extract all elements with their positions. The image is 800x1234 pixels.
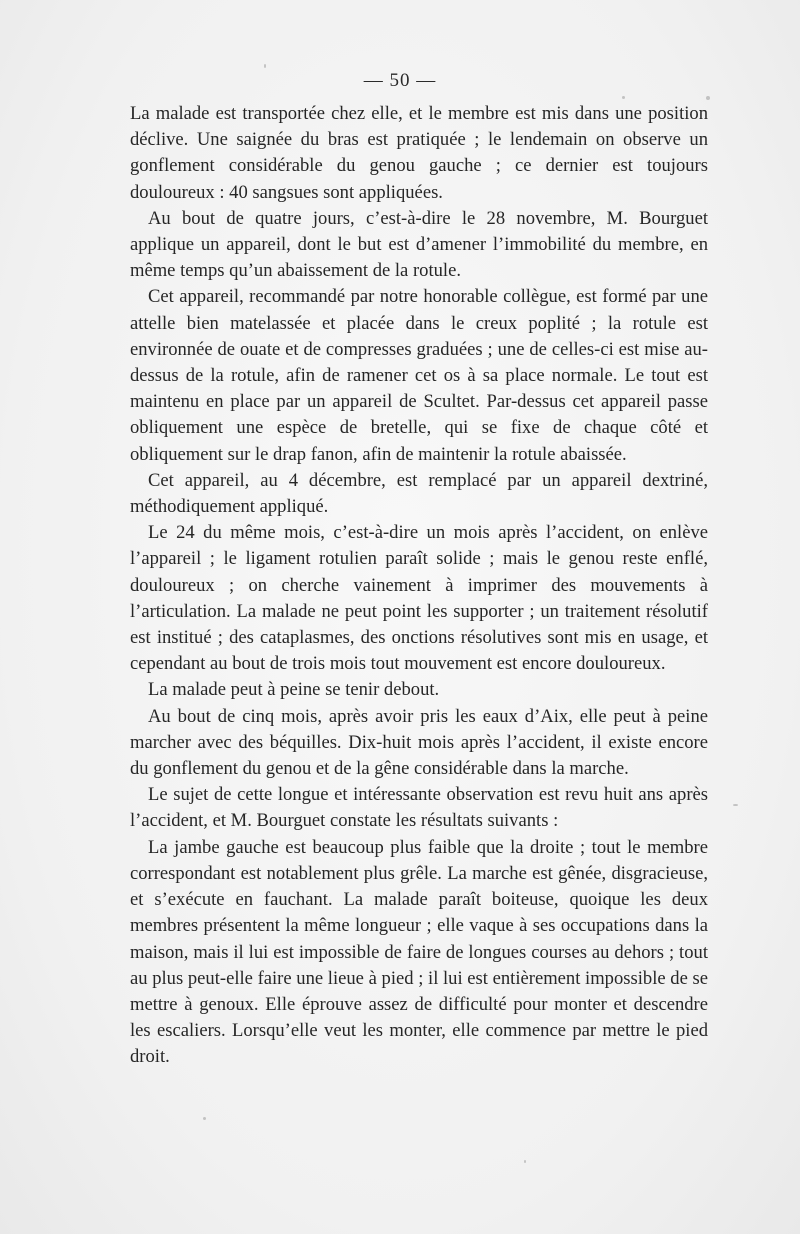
paper-speck [264,64,266,68]
body-text [130,101,708,1071]
paragraph: Le sujet de cette longue et intéressante observation est revu huit ans après l’accident, et M. Bourguet constate les résultats suivants : [130,784,708,832]
paper-speck [622,96,625,99]
paper-speck [524,1160,526,1163]
paragraph: La malade est transportée chez elle, et le membre est mis dans une position déclive. Une saignée du bras est pratiquée ; le lendemain on observe un gonflement considérable du genou gauche ; ce dernier est toujours douloureux : 40 sangsues sont appliquées. [130,103,708,203]
page-number: — 50 — [363,70,437,91]
paragraph: La malade peut à peine se tenir debout. [148,679,440,701]
paragraph: Le 24 du même mois, c’est-à-dire un mois après l’accident, on enlève l’appareil ; le ligament rotulien paraît solide ; mais le genou reste enflé, douloureux ; on cherche vainement à imprimer des mouvements à l’articulation. La malade ne peut point les supporter ; un traitement résolutif est institué ; des cataplasmes, des onctions résolutives sont mis en usage, et cependant au bout de trois mois tout mouvement est encore douloureux. [130,522,708,675]
paragraph: Au bout de cinq mois, après avoir pris les eaux d’Aix, elle peut à peine marcher avec des béquilles. Dix-huit mois après l’accident, il existe encore du gonflement du genou et de la gêne considérable dans la marche. [130,705,708,780]
paragraph: Cet appareil, au 4 décembre, est remplacé par un appareil dextriné, méthodiquement appliqué. [130,469,708,518]
paragraph: Au bout de quatre jours, c’est-à-dire le 28 novembre, M. Bourguet applique un appareil, dont le but est d’amener l’immobilité du membre, en même temps qu’un abaissement de la rotule. [130,207,708,282]
paper-speck [706,96,710,100]
paper-speck [733,804,738,806]
paragraph: Cet appareil, recommandé par notre honorable collègue, est formé par une attelle bien matelassée et placée dans le creux poplité ; la rotule est environnée de ouate et de compresses graduées ; une de celles-ci est mise au-dessus de la rotule, afin de ramener cet os à sa place normale. Le tout est maintenu en place par un appareil de Scultet. Par-dessus cet appareil passe obliquement une espèce de bretelle, qui se fixe de chaque côté et obliquement sur le drap fanon, afin de maintenir la rotule abaissée. [130,286,708,465]
paper-speck [203,1117,206,1120]
paragraph: La jambe gauche est beaucoup plus faible que la droite ; tout le membre correspondant est notablement plus grêle. La marche est gênée, disgracieuse, et s’exécute en fauchant. La malade paraît boiteuse, quoique les deux membres présentent la même longueur ; elle vaque à ses occupations dans la maison, mais il lui est impossible de faire de longues courses au dehors ; tout au plus peut-elle faire une lieue à pied ; il lui est entièrement impossible de se mettre à genoux. Elle éprouve assez de difficulté pour monter et descendre les escaliers. Lorsqu’elle veut les monter, elle commence par mettre le pied droit. [130,836,708,1068]
